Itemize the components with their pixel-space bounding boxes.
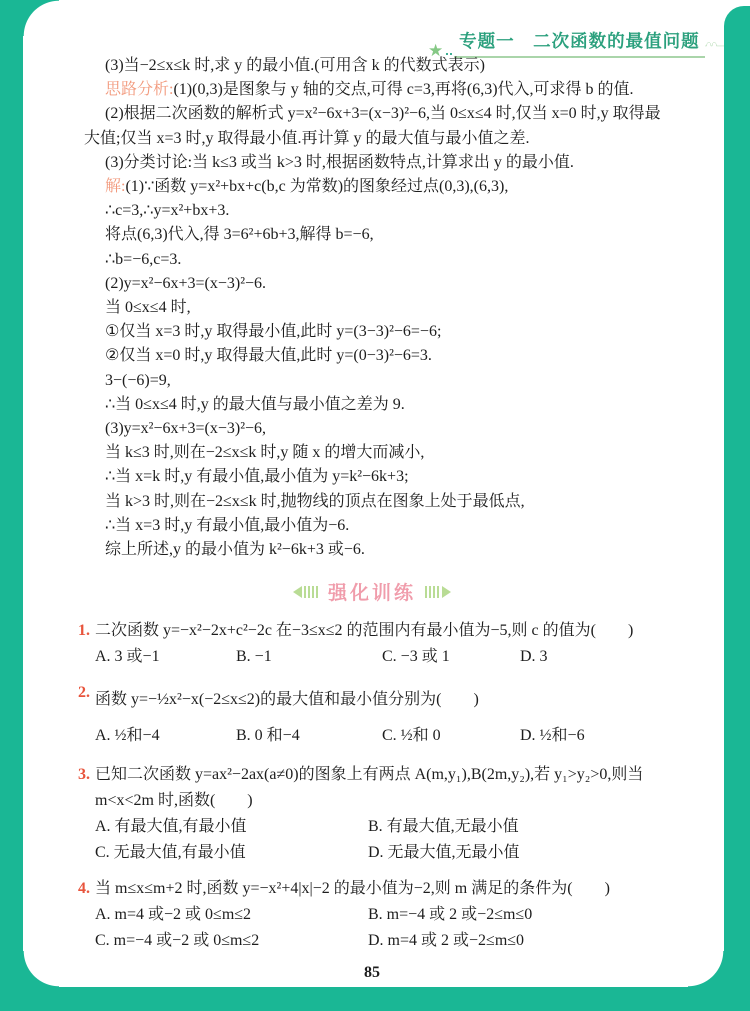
option-a: A. m=4 或−2 或 0≤m≤2 [95, 906, 252, 924]
option-c: C. 无最大值,有最小值 [95, 844, 246, 862]
options-row [78, 720, 666, 752]
solution-paragraph: (3)当−2≤x≤k 时,求 y 的最小值.(可用含 k 的代数式表示) [105, 57, 485, 74]
option-b: B. −1 [236, 648, 272, 666]
solution-paragraph: ∴当 0≤x≤4 时,y 的最大值与最小值之差为 9. [105, 395, 405, 413]
option-b: B. 有最大值,无最小值 [368, 818, 519, 836]
solution-paragraph: (2)y=x²−6x+3=(x−3)²−6. [105, 274, 267, 292]
question-3 [78, 762, 666, 866]
option-b: B. 0 和−4 [236, 727, 300, 745]
question-text: 已知二次函数 y=ax²−2ax(a≠0)的图象上有两点 A(m,y₁),B(2m,y₂),若 y₁>y₂>0,则当 m<x<2m 时,函数( ) [95, 766, 644, 810]
solution-paragraph: (3)y=x²−6x+3=(x−3)²−6, [105, 420, 267, 438]
left-arrow-icon [293, 586, 319, 598]
solution-block [78, 54, 666, 562]
option-c: C. −3 或 1 [382, 648, 450, 666]
solution-paragraph: ∴c=3,∴y=x²+bx+3. [105, 202, 230, 220]
question-4 [78, 876, 666, 954]
question-text: 函数 y=−½x²−x(−2≤x≤2)的最大值和最小值分别为( ) [95, 691, 479, 709]
chapter-title: 专题一 二次函数的最值问题 [454, 28, 705, 58]
option-d: D. 3 [520, 648, 548, 666]
frame-bottom-band [0, 987, 750, 1011]
frame-corner-top-left [23, 0, 59, 36]
analysis-label: 思路分析: [105, 81, 174, 99]
options-row [78, 644, 666, 670]
question-number: 4. [78, 880, 90, 898]
solution-paragraph: ∴当 x=k 时,y 有最小值,最小值为 y=k²−6k+3; [105, 468, 409, 486]
star-icon: ★ [428, 41, 444, 61]
options-grid [78, 814, 666, 866]
option-d: D. 无最大值,无最小值 [368, 844, 520, 862]
option-b: B. m=−4 或 2 或−2≤m≤0 [368, 906, 533, 924]
option-a: A. 有最大值,有最小值 [95, 818, 247, 836]
question-text: 当 m≤x≤m+2 时,函数 y=−x²+4|x|−2 的最小值为−2,则 m 满足的条件为( ) [95, 880, 610, 898]
solve-label: 解: [105, 178, 126, 196]
options-grid [78, 902, 666, 954]
wave-decoration-icon [705, 28, 724, 58]
page-number: 85 [364, 964, 380, 982]
solution-paragraph: ②仅当 x=0 时,y 取得最大值,此时 y=(0−3)²−6=3. [105, 347, 432, 365]
solution-paragraph: ∴b=−6,c=3. [105, 250, 182, 268]
solution-paragraph [78, 78, 666, 102]
question-number: 2. [78, 684, 90, 702]
frame-left-band [0, 0, 23, 1011]
solution-paragraph: 当 k≤3 时,则在−2≤x≤k 时,y 随 x 的增大而减小, [105, 444, 425, 462]
section-title: 强化训练 [327, 583, 416, 605]
page-content [78, 54, 666, 982]
solution-paragraph: (2)根据二次函数的解析式 y=x²−6x+3=(x−3)²−6,当 0≤x≤4 时,仅当 x=0 时,y 取得最大值;仅当 x=3 时,y 取得最小值.再计算 y 的最大值与最小值之差. [84, 105, 661, 147]
solution-paragraph: 3−(−6)=9, [105, 371, 171, 389]
paragraph-text: (1)∵函数 y=x²+bx+c(b,c 为常数)的图象经过点(0,3),(6,3), [125, 178, 509, 196]
solution-paragraph [78, 175, 666, 199]
section-header [78, 578, 666, 605]
option-d: D. ½和−6 [520, 727, 585, 745]
solution-paragraph: (3)分类讨论:当 k≤3 或当 k>3 时,根据函数特点,计算求出 y 的最小值. [105, 153, 574, 171]
frame-right-band [724, 6, 750, 1011]
option-c: C. m=−4 或−2 或 0≤m≤2 [95, 932, 260, 950]
solution-paragraph: 当 0≤x≤4 时, [105, 299, 191, 317]
question-number: 1. [78, 622, 90, 640]
option-a: A. ½和−4 [95, 727, 160, 745]
solution-paragraph: 综上所述,y 的最小值为 k²−6k+3 或−6. [105, 541, 365, 559]
right-arrow-icon [425, 586, 451, 598]
option-a: A. 3 或−1 [95, 648, 160, 666]
question-2 [78, 680, 666, 752]
question-1 [78, 618, 666, 670]
solution-paragraph: ∴当 x=3 时,y 有最小值,最小值为−6. [105, 516, 350, 534]
solution-paragraph: ①仅当 x=3 时,y 取得最小值,此时 y=(3−3)²−6=−6; [105, 323, 442, 341]
paragraph-text: (1)(0,3)是图象与 y 轴的交点,可得 c=3,再将(6,3)代入,可求得 b 的值. [173, 81, 634, 99]
question-text: 二次函数 y=−x²−2x+c²−2c 在−3≤x≤2 的范围内有最小值为−5,则 c 的值为( ) [95, 622, 634, 640]
option-d: D. m=4 或 2 或−2≤m≤0 [368, 932, 525, 950]
chapter-header [428, 24, 724, 61]
option-c: C. ½和 0 [382, 727, 441, 745]
frame-corner-bottom-right [688, 951, 724, 987]
solution-paragraph: 将点(6,3)代入,得 3=6²+6b+3,解得 b=−6, [105, 226, 374, 244]
question-number: 3. [78, 766, 90, 784]
frame-corner-bottom-left [23, 951, 59, 987]
solution-paragraph: 当 k>3 时,则在−2≤x≤k 时,抛物线的顶点在图象上处于最低点, [105, 492, 525, 510]
